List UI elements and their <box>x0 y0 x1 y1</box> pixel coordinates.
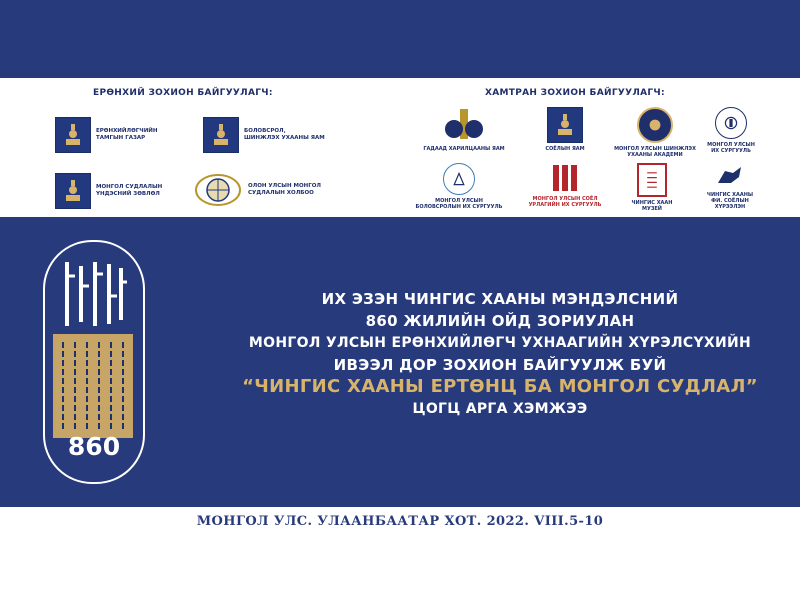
badge-number: 860 <box>67 432 121 461</box>
co-organizer-label: ЧИНГИС ХААНЫ ФИ. СОЁЛЫН ХҮРЭЭЛЭН <box>706 192 754 210</box>
location-date: МОНГОЛ УЛС. УЛААНБААТАР ХОТ. 2022. VIII.5-10 <box>196 514 604 529</box>
co-organizer-title: ХАМТРАН ЗОХИОН БАЙГУУЛАГЧ: <box>485 88 665 98</box>
co-organizer-education-university <box>414 163 504 210</box>
co-organizer-label: МОНГОЛ УЛСЫН СОЁЛ УРЛАГИЙН ИХ СУРГУУЛЬ <box>528 196 602 208</box>
organizer-mongolian-studies-council <box>55 173 162 209</box>
organizer-label: МОНГОЛ СУДЛАЛЫН ҮНДЭСНИЙ ЗӨВЛӨЛ <box>96 184 163 197</box>
main-organizer-title: ЕРӨНХИЙ ЗОХИОН БАЙГУУЛАГЧ: <box>93 88 273 98</box>
co-organizer-label: МОНГОЛ УЛСЫН БОЛОВСРОЛЫН ИХ СУРГУУЛЬ <box>415 198 503 210</box>
co-organizer-culture-ministry <box>530 107 600 152</box>
co-organizer-label: ГАДААД ХАРИЛЦААНЫ ЯАМ <box>423 146 505 152</box>
organizer-label: ЕРӨНХИЙЛӨГЧИЙН ТАМГЫН ГАЗАР <box>96 128 158 141</box>
gold-panel <box>53 334 133 438</box>
state-emblem-icon <box>55 117 91 153</box>
university-icon <box>715 107 747 139</box>
education-university-icon <box>443 163 475 195</box>
top-banner <box>0 0 800 78</box>
globe-icon <box>193 173 243 207</box>
anniversary-badge <box>43 240 145 484</box>
co-organizer-chinggis-institute <box>700 163 760 210</box>
foreign-ministry-icon <box>442 107 486 143</box>
heading-line-1: ИХ ЭЗЭН ЧИНГИС ХААНЫ МЭНДЭЛСНИЙ <box>321 290 679 308</box>
co-organizer-foreign-ministry <box>414 107 514 152</box>
co-organizer-arts-university <box>515 163 615 208</box>
vertical-script-icon <box>53 334 133 438</box>
state-emblem-icon <box>203 117 239 153</box>
co-organizer-label: МОНГОЛ УЛСЫН ШИНЖЛЭХ УХААНЫ АКАДЕМИ <box>614 146 696 158</box>
heading-line-4: ИВЭЭЛ ДОР ЗОХИОН БАЙГУУЛЖ БУЙ <box>333 356 667 374</box>
organizer-label: ОЛОН УЛСЫН МОНГОЛ СУДЛАЛЫН ХОЛБОО <box>248 183 321 196</box>
state-emblem-icon <box>547 107 583 143</box>
heading-line-3: МОНГОЛ УЛСЫН ЕРӨНХИЙЛӨГЧ УХНААГИЙН ХҮРЭЛСҮХИЙН <box>248 335 752 351</box>
main-heading <box>200 288 800 420</box>
co-organizer-academy <box>610 107 700 158</box>
mongolian-script-icon <box>57 256 131 330</box>
academy-icon <box>637 107 673 143</box>
co-organizer-label: СОЁЛЫН ЯАМ <box>545 146 585 152</box>
co-organizer-label: МОНГОЛ УЛСЫН ИХ СУРГУУЛЬ <box>707 142 755 154</box>
organizer-presidential-office <box>55 117 158 153</box>
co-organizer-museum <box>624 163 680 212</box>
event-title: “ЧИНГИС ХААНЫ ЕРТӨНЦ БА МОНГОЛ СУДЛАЛ” <box>242 376 758 397</box>
state-emblem-icon <box>55 173 91 209</box>
museum-icon <box>637 163 667 197</box>
organizer-label: БОЛОВСРОЛ, ШИНЖЛЭХ УХААНЫ ЯАМ <box>244 128 325 141</box>
co-organizer-label: ЧИНГИС ХААН МУЗЕЙ <box>631 200 673 212</box>
organizer-education-ministry <box>203 117 325 153</box>
co-organizer-national-university <box>706 107 756 154</box>
organizer-international-association <box>193 173 321 207</box>
arts-university-icon <box>547 163 583 193</box>
heading-line-6: ЦОГЦ АРГА ХЭМЖЭЭ <box>412 401 588 417</box>
horse-rider-icon <box>715 163 745 189</box>
heading-line-2: 860 ЖИЛИЙН ОЙД ЗОРИУЛАН <box>365 312 635 330</box>
